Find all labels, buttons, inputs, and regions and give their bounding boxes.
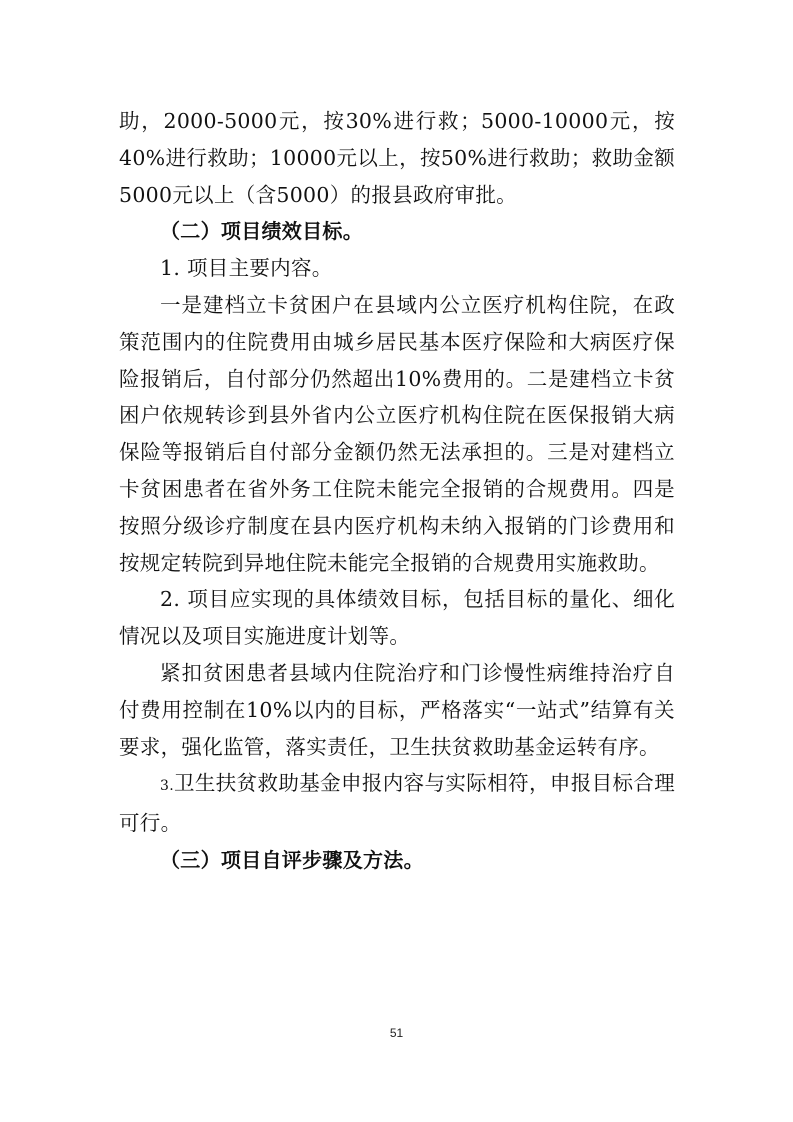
paragraph-goals: 紧扣贫困患者县域内住院治疗和门诊慢性病维持治疗自付费用控制在10%以内的目标，严格落实“一站式”结算有关要求，强化监管，落实责任，卫生扶贫救助基金运转有序。 [119, 660, 675, 759]
document-body [119, 103, 675, 879]
paragraph-main-content: 一是建档立卡贫困户在县域内公立医疗机构住院，在政策范围内的住院费用由城乡居民基本医疗保险和大病医疗保险报销后，自付部分仍然超出10%费用的。二是建档立卡贫困户依规转诊到县外省内公立医疗机构住院在医保报销大病保险等报销后自付部分金额仍然无法承担的。三是对建档立卡贫困患者在省外务工住院未能完全报销的合规费用。四是按照分级诊疗制度在县内医疗机构未纳入报销的门诊费用和按规定转院到异地住院未能完全报销的合规费用实施救助。 [119, 292, 675, 575]
page-number: 51 [389, 1026, 404, 1040]
paragraph-main-content-title: 1. 项目主要内容。 [160, 256, 333, 281]
paragraph-rescue-tiers: 助，2000-5000元，按30%进行救；5000-10000元，按40%进行救助；10000元以上，按50%进行救助；救助金额5000元以上（含5000）的报县政府审批。 [119, 109, 675, 207]
paragraph-fund-declaration [119, 765, 675, 842]
section-heading-performance-goals: （二）项目绩效目标。 [160, 219, 363, 244]
paragraph-fund-declaration-text: 卫生扶贫救助基金申报内容与实际相符，申报目标合理可行。 [119, 771, 675, 836]
list-number: 3. [160, 778, 174, 795]
paragraph-goals-title: 2. 项目应实现的具体绩效目标，包括目标的量化、细化情况以及项目实施进度计划等。 [119, 587, 675, 649]
section-heading-self-evaluation: （三）项目自评步骤及方法。 [160, 847, 424, 872]
